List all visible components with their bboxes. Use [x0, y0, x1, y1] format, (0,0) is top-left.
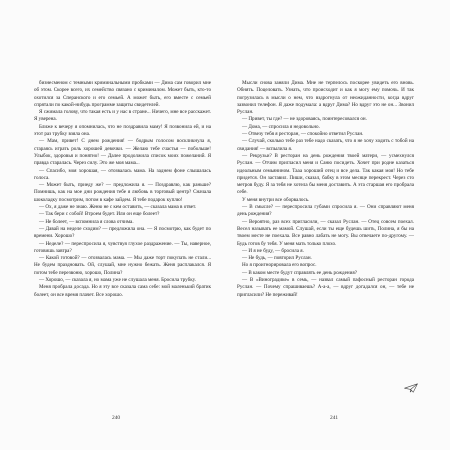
- left-paragraph: Я сжимала голову, что такая есть и у нас в стране... Ничего, мне все расскажет. Я уверена.: [34, 109, 211, 123]
- left-paragraph: бизнесменом с темными криминальными пробками — Дима сам говорил мне об этом. Скорее всего, их семейство связано с криминалом. Может быть, кто-то охотился за Сперанского и его семьей. А может быть, его вместе с семьей спрятали по какой-нибудь программе защиты свидетелей.: [34, 80, 211, 108]
- right-paragraph: — Отвезу тебя я ресторан, — спокойно ответил Руслан.: [242, 131, 364, 138]
- left-paragraph: — Не болеет, — вспомнила я слова отчима.: [39, 218, 134, 225]
- page-number-right: 241: [330, 415, 339, 421]
- left-page: [34, 80, 211, 299]
- right-paragraph: — В «Виноградике» в семь, — назвал самый пафосный ресторан города Руслан. — Почему спрашиваешь? А-а-а, — вдруг догадался он, — тебе не пригласили? Не переживай!: [237, 277, 414, 298]
- right-paragraph: Но я проигнорировала его вопрос.: [242, 262, 317, 269]
- left-paragraph: — Может быть, приеду же? — предложила я. — Поздравлю, как раньше? Помнишь, как на мое дни рождения тебе я любовь в торговый центр? Сначала шоколадку посмотрим, потом в кафе зайдем. Я тебе подарок куплю!: [34, 182, 211, 203]
- page-number-left: 240: [112, 415, 121, 421]
- left-paragraph: — Какой готовой? — отозвалась мама. — Мы даже торт покупать не стали... Не будем праздновать. Ой, слушай, мне нужно бежать. Женя расплакался. Я потом тебе перезвоню, хорошо, Полина?: [34, 255, 211, 276]
- left-paragraph: Ближе к вечеру я опомнилась, что не поздравила маму! Я позвонила ей, и на этот раз трубку взяла она.: [34, 123, 211, 138]
- right-paragraph: — Вероятно, раз всех пригласили, — сказал Руслан. — Отец совсем поехал. Весел называть ее мамой. Слушай, если ты еще будешь шить, Полина, я бы на твоем месте не поехала. Все равно лабать не могу. Вы отвечаете по-другому. — Будь готов бу тебя. У меня мать только плохо.: [237, 218, 414, 247]
- left-paragraph: — Ох, я даже не знаю. Женю не с кем оставить, — сказала мама в ответ.: [39, 204, 197, 211]
- right-paragraph: — В каком месте будут справлять ее день рождения?: [242, 269, 357, 276]
- right-paragraph: — Дома, — спросила я недовольно.: [242, 123, 320, 130]
- right-paragraph: — И я не буду, — бросила я.: [242, 247, 304, 254]
- right-paragraph: — Рекрузьи? В ресторан на день рождения твоей матери, — усмехнулся Руслан. — Отчим пригласил меня и Саню посидеть. Хочет при родне казаться идеальным семьянином. Тааа хороший отец и все дела. Так какая моя! Но тебе придется. Он заставил. Пиши, сказал, бабку в этом месяце перекрест. Через сто метров буду. Я за тебя не хотела бы меня доставить. А эта старшая его пробрала себе.: [237, 152, 414, 196]
- right-paragraph: У меня внутри все оборвалось.: [242, 196, 310, 203]
- left-paragraph: — Давай на неделе сходим? — предложила она. — Я посмотрю, как будет по времени. Хорошо?: [34, 225, 211, 240]
- right-paragraph: — Не будь, — повторил Руслан.: [242, 255, 312, 262]
- right-page: [237, 80, 414, 299]
- left-paragraph: Меня пробрала досада. Но я эту все сказала сама себе: мой маленький братик болеет, он все время плачет. Все хорошо.: [34, 284, 211, 298]
- right-paragraph: Мысли снова заняли Дима. Мне не терпелось поскорее увидеть его вновь. Обнять. Поцеловать. Узнать, что происходит и как я могу ему помочь. И так погрузилась в мысли о нем, что вздрогнула от неожиданности, когда вдруг зазвонил телефон. Я даже подумала: а вдруг Дима? Но вдруг это не он... Звонил Руслан.: [237, 80, 414, 116]
- left-paragraph: — Мам, привет! С днем рождения! — бодрым голосом воскликнула я, стараясь играть роль хорошей девочки. — Желаю тебе счастья — побольше! Улыбок, здоровья и понятно! — Далее продолжила список моих пожеланий. Я правда старалась. Через силу. Это же моя мама...: [34, 138, 211, 167]
- paper-plane-icon: [404, 383, 418, 393]
- left-paragraph: — Неделе? — переспросила я, чувствуя глухое раздражение. — Ты, наверное, готовишь завтра?: [34, 240, 211, 254]
- left-paragraph: — Так бери с собой! Втроем будет. Или он еще болеет?: [39, 211, 160, 218]
- left-paragraph: — Спасибо, моя хорошая, — отозвалась мама. На заднем фоне слышалась голоса.: [34, 167, 211, 181]
- right-paragraph: — Привет, ты где? — не здороваясь, поинтересовался он.: [242, 116, 367, 123]
- right-paragraph: — Случай, сколько тебе раз тебе надо сказать, что я не хочу ходить с тобой на свидания! — вспылила я.: [237, 138, 414, 152]
- right-paragraph: — В смысле? — переспросила губами спросила я. — Они справляют меня день рождения?: [237, 204, 414, 218]
- left-paragraph: — Хорошо, — сказала я, но мама уже не слушала меня. Бросила трубку.: [39, 277, 196, 284]
